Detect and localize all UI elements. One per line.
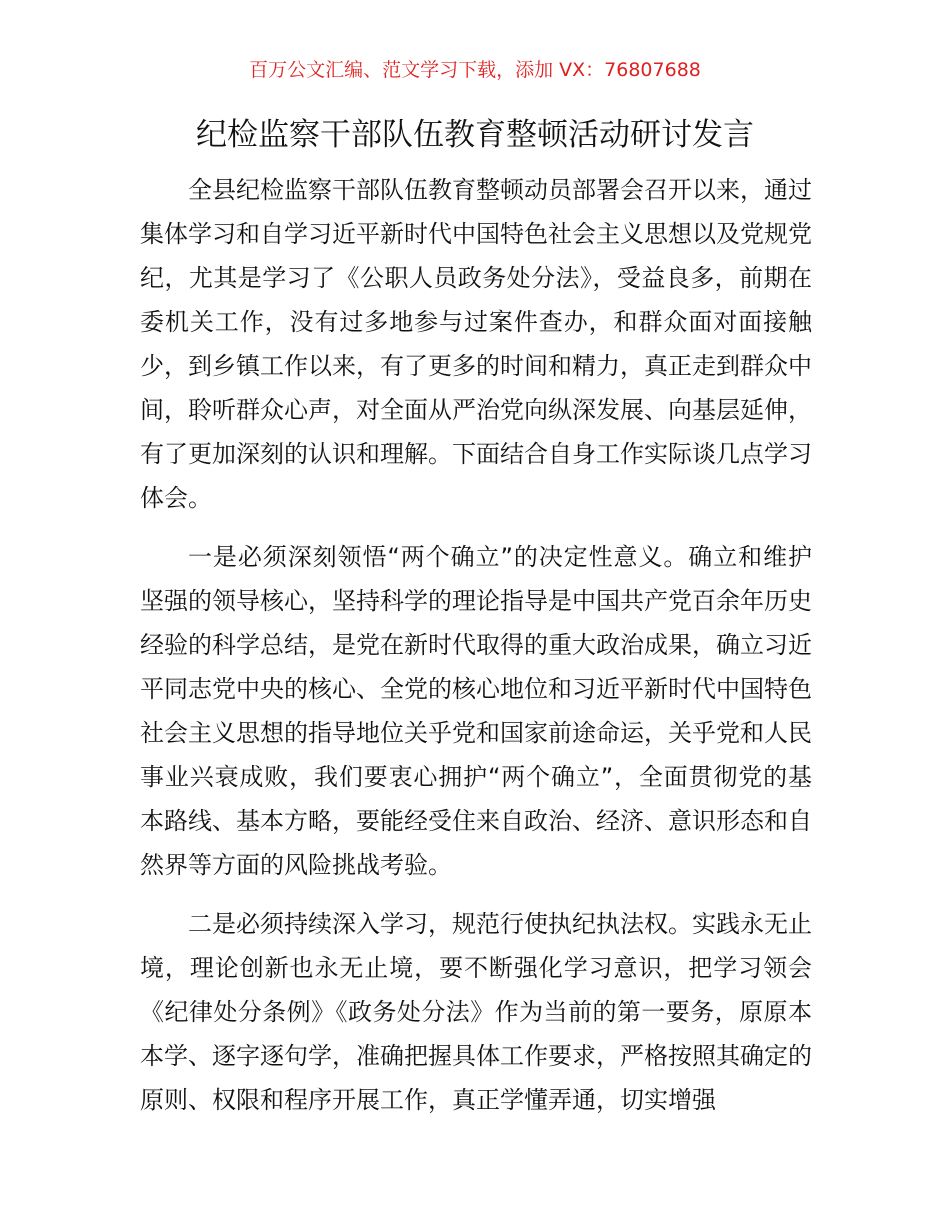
watermark-banner: 百万公文汇编、范文学习下载，添加 VX：76807688 — [249, 59, 701, 81]
paragraph-intro: 全县纪检监察干部队伍教育整顿动员部署会召开以来，通过集体学习和自学习近平新时代中国特色社会主义思想以及党规党纪，尤其是学习了《公职人员政务处分法》，受益良多，前期在委机关工作，没有过多地参与过案件查办，和群众面对面接触少，到乡镇工作以来，有了更多的时间和精力，真正走到群众中间，聆听群众心声，对全面从严治党向纵深发展、向基层延伸，有了更加深刻的认识和理解。下面结合自身工作实际谈几点学习体会。 — [140, 176, 812, 512]
document-body — [140, 168, 812, 1137]
paragraph-point-one: 一是必须深刻领悟“两个确立”的决定性意义。确立和维护坚强的领导核心，坚持科学的理论指导是中国共产党百余年历史经验的科学总结，是党在新时代取得的重大政治成果，确立习近平同志党中央的核心、全党的核心地位和习近平新时代中国特色社会主义思想的指导地位关乎党和国家前途命运，关乎党和人民事业兴衰成败，我们要衷心拥护“两个确立”，全面贯彻党的基本路线、基本方略，要能经受住来自政治、经济、意识形态和自然界等方面的风险挑战考验。 — [140, 543, 812, 879]
document-title: 纪检监察干部队伍教育整顿活动研讨发言 — [196, 117, 754, 153]
paragraph-point-two: 二是必须持续深入学习，规范行使执纪执法权。实践永无止境，理论创新也永无止境，要不断强化学习意识，把学习领会《纪律处分条例》《政务处分法》作为当前的第一要务，原原本本学、逐字逐句学，准确把握具体工作要求，严格按照其确定的原则、权限和程序开展工作，真正学懂弄通，切实增强 — [140, 910, 812, 1114]
